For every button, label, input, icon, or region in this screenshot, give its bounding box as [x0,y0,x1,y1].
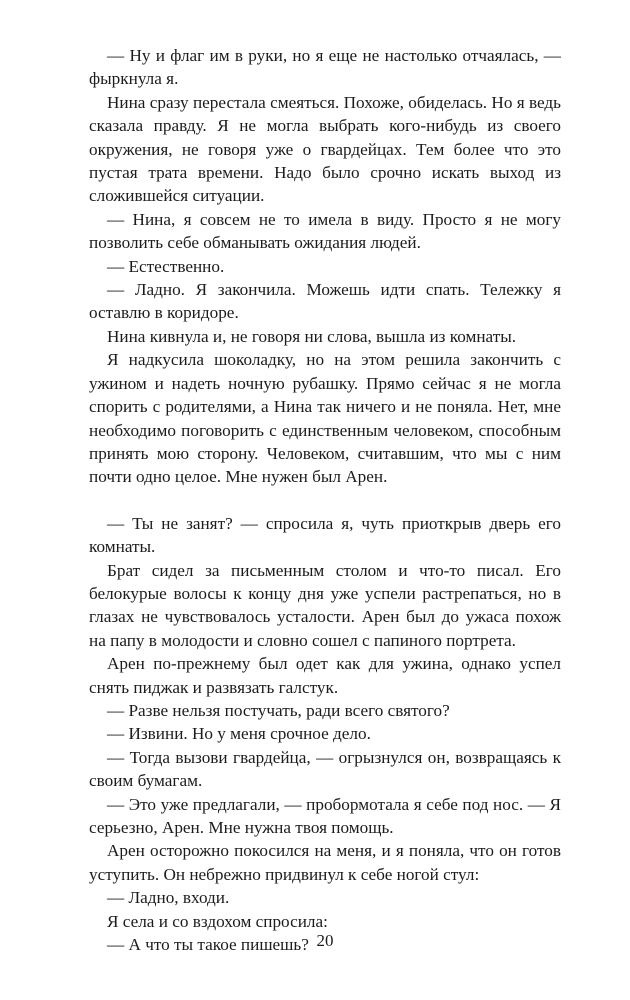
page-body [89,44,561,956]
paragraph-10: Арен по-прежнему был одет как для ужина, однако успел снять пиджак и развязать галстук. [89,654,561,697]
paragraph-7: Я надкусила шоколадку, но на этом решила закончить с ужином и надеть ночную рубашку. Прямо сейчас я не могла спорить с родителями, а Нина так ничего и не поняла. Нет, мне необходимо поговорить с единственным человеком, способным принять мою сторону. Человеком, считавшим, что мы с ним почти одно целое. Мне нужен был Арен. [89,350,561,487]
paragraph-8: — Ты не занят? — спросила я, чуть приоткрыв дверь его комнаты. [89,513,561,557]
paragraph-3: — Нина, я совсем не то имела в виду. Просто я не могу позволить себе обманывать ожидания людей. [89,209,561,253]
paragraph-16: — Ладно, входи. [107,888,230,908]
paragraph-4: — Естественно. [107,256,225,276]
paragraph-5: — Ладно. Я закончила. Можешь идти спать. Тележку я оставлю в коридоре. [89,280,561,323]
paragraph-13: — Тогда вызови гвардейца, — огрызнулся он, возвращаясь к своим бумагам. [89,747,561,791]
paragraph-1: — Ну и флаг им в руки, но я еще не настолько отчаялась, — фыркнула я. [89,46,561,89]
paragraph-9: Брат сидел за письменным столом и что-то писал. Его белокурые волосы к концу дня уже успели растрепаться, но в глазах не чувствовалось усталости. Арен был до ужаса похож на папу в молодости и словно сошел с папиного портрета. [89,560,561,650]
page-number: 20 [316,931,334,950]
section-break [89,489,561,512]
paragraph-17: Я села и со вздохом спросила: [107,911,328,931]
paragraph-18: — А что ты такое пишешь? [107,935,309,955]
paragraph-2: Нина сразу перестала смеяться. Похоже, обиделась. Но я ведь сказала правду. Я не могла выбрать кого-нибудь из своего окружения, не говоря уже о гвардейцах. Тем более что это пустая трата времени. Надо было срочно искать выход из сложившейся ситуации. [89,92,561,206]
paragraph-14: — Это уже предлагали, — пробормотала я себе под нос. — Я серьезно, Арен. Мне нужна твоя помощь. [89,794,561,837]
paragraph-11: — Разве нельзя постучать, ради всего святого? [107,700,450,720]
paragraph-15: Арен осторожно покосился на меня, и я поняла, что он готов уступить. Он небрежно придвинул к себе ногой стул: [89,841,561,884]
paragraph-12: — Извини. Но у меня срочное дело. [107,724,371,744]
paragraph-6: Нина кивнула и, не говоря ни слова, вышла из комнаты. [107,326,517,346]
